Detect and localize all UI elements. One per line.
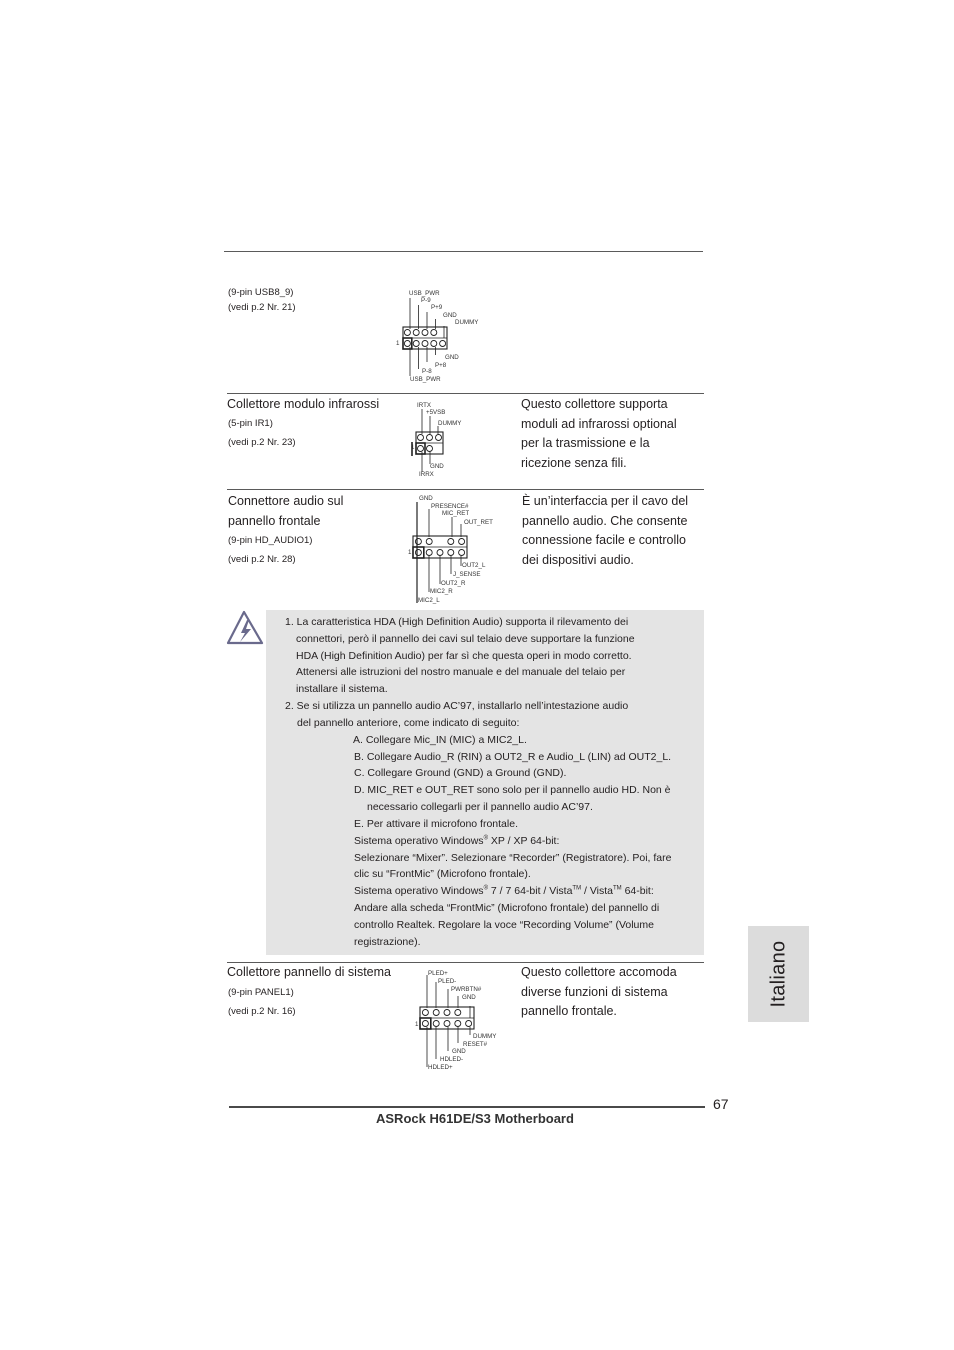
note-line: registrazione). [354, 936, 421, 948]
panel-header-description [521, 963, 711, 1022]
description-line: moduli ad infrarossi optional [521, 416, 677, 431]
pin1-marker: 1 [408, 549, 412, 556]
registered-mark: ® [483, 835, 488, 842]
title-line: Connettore audio sul [228, 494, 344, 508]
audio-header-ref: (vedi p.2 Nr. 28) [228, 554, 296, 565]
ir-header-title: Collettore modulo infrarossi [227, 397, 380, 411]
ir-pin-label: IRRX [419, 471, 434, 478]
os-text: Sistema operativo Windows [354, 885, 484, 897]
usb-pin-label: GND [443, 312, 457, 319]
panel-pin-label: HDLED- [440, 1056, 464, 1063]
usb-pin-label: P-9 [421, 297, 431, 304]
note-line: Attenersi alle istruzioni del nostro manuale e del manuale del telaio per [296, 666, 626, 678]
usb-header-ref: (vedi p.2 Nr. 21) [228, 302, 296, 313]
description-line: connessione facile e controllo [522, 533, 686, 547]
description-line: dei dispositivi audio. [522, 552, 634, 567]
panel-pin-label: RESET# [463, 1041, 488, 1048]
description-line: Questo collettore accomoda [521, 965, 677, 979]
audio-pin-label: PRESENCE# [431, 503, 469, 510]
usb-connector-drawing [395, 286, 505, 386]
description-line: pannello frontale. [521, 1004, 617, 1018]
registered-mark: ® [483, 885, 488, 892]
panel-header-name: (9-pin PANEL1) [228, 987, 294, 998]
panel-pin-label: GND [452, 1048, 466, 1055]
trademark-mark: TM [572, 885, 582, 892]
ir-pin-label: IRTX [417, 402, 431, 409]
os-text: Sistema operativo Windows [354, 835, 484, 847]
usb-pin-label: P+9 [431, 304, 443, 311]
section-rule [227, 489, 704, 490]
usb-pin-diagram [395, 286, 505, 386]
description-line: È un’interfaccia per il cavo del [522, 494, 689, 508]
note-line: clic su “FrontMic” (Microfono frontale). [354, 868, 531, 880]
audio-header-name: (9-pin HD_AUDIO1) [228, 535, 313, 546]
ir-pin-label: +5VSB [426, 409, 446, 416]
note-line: Selezionare “Mixer”. Selezionare “Recorder” (Registratore). Poi, fare [354, 852, 672, 864]
usb-pin-label: USB_PWR [410, 376, 441, 383]
panel-pin-diagram [412, 967, 512, 1075]
panel-pin-label: PLED+ [428, 970, 448, 977]
panel-pin-label: HDLED+ [428, 1064, 453, 1071]
note-line: E. Per attivare il microfono frontale. [354, 818, 518, 830]
ir-header-ref: (vedi p.2 Nr. 23) [228, 437, 296, 448]
note-line: 2. Se si utilizza un pannello audio AC’97, installarlo nell’intestazione audio [285, 700, 629, 712]
footer-rule [229, 1106, 705, 1108]
panel-header-ref: (vedi p.2 Nr. 16) [228, 1006, 296, 1017]
note-line: B. Collegare Audio_R (RIN) a OUT2_R e Audio_L (LIN) ad OUT2_L. [354, 751, 672, 763]
note-line: D. MIC_RET e OUT_RET sono solo per il pannello audio HD. Non è [354, 784, 671, 796]
panel-pin-label: PWRBTN# [451, 986, 482, 993]
ir-header-description [521, 395, 711, 473]
audio-pin-diagram [405, 493, 505, 608]
os-text: / Vista [581, 885, 613, 897]
audio-pin-label: OUT_RET [464, 519, 493, 526]
usb-pin-label: USB_PWR [409, 290, 440, 297]
trademark-mark: TM [613, 885, 622, 892]
note-line: connettori, però il pannello dei cavi sul telaio deve supportare la funzione [296, 633, 635, 645]
note-line: Andare alla scheda “FrontMic” (Microfono frontale) del pannello di [354, 902, 660, 914]
note-line: A. Collegare Mic_IN (MIC) a MIC2_L. [353, 734, 527, 746]
os-text: 64-bit: [621, 885, 654, 897]
usb-pin-label: P-8 [422, 368, 432, 375]
note-line: installare il sistema. [296, 683, 388, 695]
note-line: del pannello anteriore, come indicato di seguito: [297, 717, 520, 729]
note-os-win7-line [354, 885, 654, 898]
audio-pin-label: MIC2_L [418, 597, 440, 604]
audio-pin-label: OUT2_R [441, 580, 466, 587]
pin1-marker: 1 [411, 444, 415, 451]
note-line: controllo Realtek. Regolare la voce “Recording Volume” (Volume [354, 919, 654, 931]
note-line: 1. La caratteristica HDA (High Definition Audio) supporta il rilevamento dei [285, 616, 629, 628]
pin1-marker: 1 [415, 1021, 419, 1028]
description-line: diverse funzioni di sistema [521, 984, 668, 999]
description-line: ricezione senza fili. [521, 455, 627, 470]
usb-header-name: (9-pin USB8_9) [228, 287, 294, 298]
audio-pin-label: MIC_RET [442, 510, 470, 517]
description-line: pannello audio. Che consente [522, 513, 688, 528]
panel-pin-label: DUMMY [473, 1033, 497, 1040]
panel-pin-label: GND [462, 994, 476, 1001]
ir-pin-label: DUMMY [438, 420, 462, 427]
audio-pin-label: GND [419, 495, 433, 502]
note-os-xp-line [354, 835, 559, 848]
footer-product-name: ASRock H61DE/S3 Motherboard [376, 1111, 574, 1126]
note-line: C. Collegare Ground (GND) a Ground (GND). [354, 767, 567, 779]
note-line: HDA (High Definition Audio) per far sì che questa operi in modo corretto. [296, 650, 632, 662]
ir-pin-diagram [408, 400, 488, 480]
pin1-marker: 1 [396, 340, 400, 347]
title-line: pannello frontale [228, 513, 321, 528]
audio-pin-label: J_SENSE [453, 571, 481, 578]
usb-pin-label: GND [445, 354, 459, 361]
section-rule [227, 393, 704, 394]
audio-note-box [266, 610, 704, 955]
audio-pin-label: MIC2_R [430, 588, 453, 595]
panel-header-title: Collettore pannello di sistema [227, 965, 391, 979]
note-line: necessario collegarli per il pannello audio AC’97. [367, 801, 593, 813]
audio-pin-label: OUT2_L [462, 562, 486, 569]
usb-pin-label: P+8 [435, 362, 447, 369]
audio-header-title [228, 492, 343, 531]
ir-connector-drawing [408, 400, 488, 480]
top-rule [224, 251, 703, 252]
description-line: per la trasmissione e la [521, 436, 650, 450]
language-side-tab [748, 926, 809, 1022]
ir-header-name: (5-pin IR1) [228, 418, 273, 429]
os-text: XP / XP 64-bit: [487, 835, 560, 847]
ir-pin-label: GND [430, 463, 444, 470]
description-line: Questo collettore supporta [521, 397, 668, 411]
os-text: 7 / 7 64-bit / Vista [487, 885, 573, 897]
language-tab-label: Italiano [767, 940, 789, 1008]
usb-pin-label: DUMMY [455, 319, 479, 326]
panel-pin-label: PLED- [438, 978, 457, 985]
warning-icon [224, 605, 268, 649]
warning-triangle [224, 605, 268, 649]
page-number: 67 [713, 1096, 729, 1112]
audio-header-description [522, 492, 712, 570]
